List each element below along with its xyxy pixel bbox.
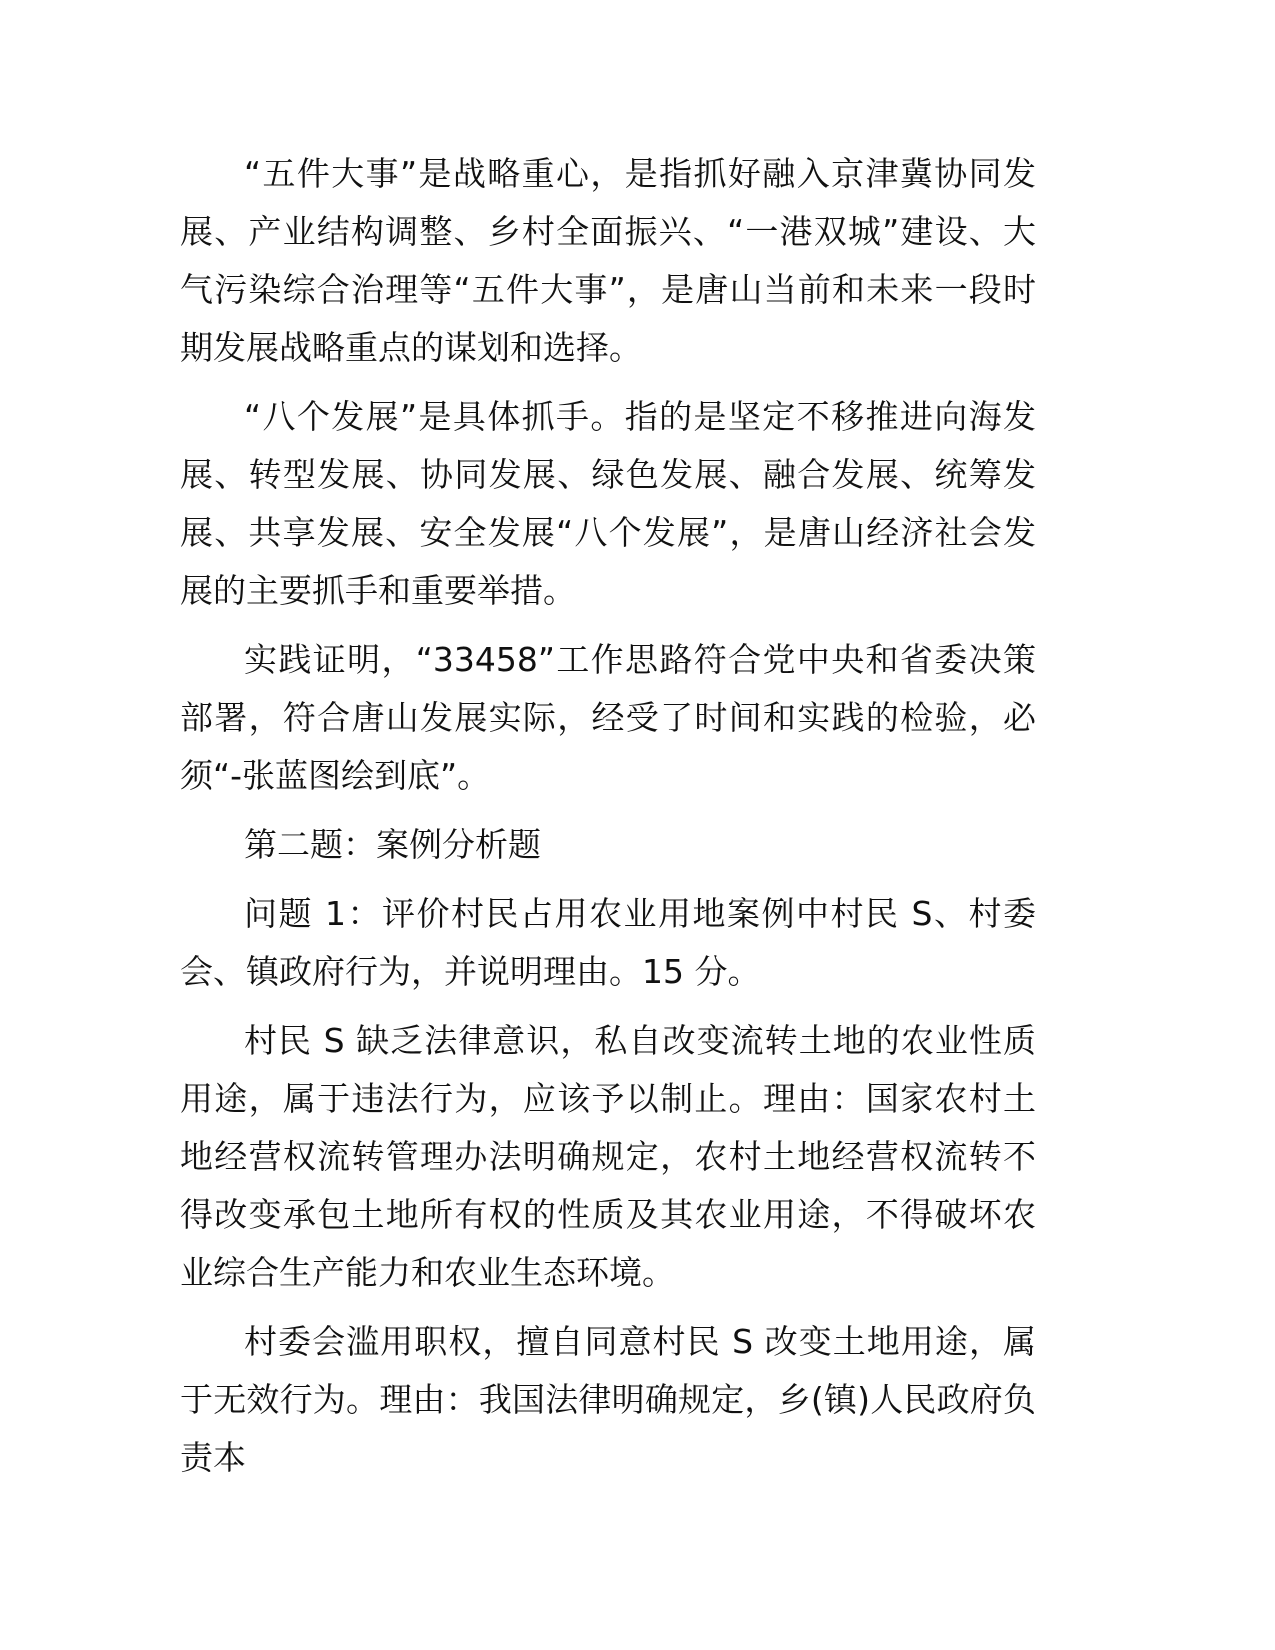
question-1: 问题 1：评价村民占用农业用地案例中村民 S、村委会、镇政府行为，并说明理由。15 分。 xyxy=(180,894,1036,991)
paragraph-five-major-tasks: “五件大事”是战略重心，是指抓好融入京津冀协同发展、产业结构调整、乡村全面振兴、“一港双城”建设、大气污染综合治理等“五件大事”，是唐山当前和未来一段时期发展战略重点的谋划和选择。 xyxy=(180,154,1036,367)
section-heading-case-analysis: 第二题：案例分析题 xyxy=(244,825,541,864)
paragraph-practice-proves: 实践证明，“33458”工作思路符合党中央和省委决策部署，符合唐山发展实际，经受了时间和实践的检验，必须“-张蓝图绘到底”。 xyxy=(180,640,1036,795)
paragraph-village-committee: 村委会滥用职权，擅自同意村民 S 改变土地用途，属于无效行为。理由：我国法律明确规定，乡(镇)人民政府负责本 xyxy=(180,1322,1036,1477)
paragraph-villager-s: 村民 S 缺乏法律意识，私自改变流转土地的农业性质用途，属于违法行为，应该予以制止。理由：国家农村土地经营权流转管理办法明确规定，农村土地经营权流转不得改变承包土地所有权的性质及其农业用途，不得破坏农业综合生产能力和农业生态环境。 xyxy=(180,1021,1036,1292)
document-page xyxy=(180,145,1036,1498)
paragraph-eight-developments: “八个发展”是具体抓手。指的是坚定不移推进向海发展、转型发展、协同发展、绿色发展、融合发展、统筹发展、共享发展、安全发展“八个发展”，是唐山经济社会发展的主要抓手和重要举措。 xyxy=(180,397,1036,610)
